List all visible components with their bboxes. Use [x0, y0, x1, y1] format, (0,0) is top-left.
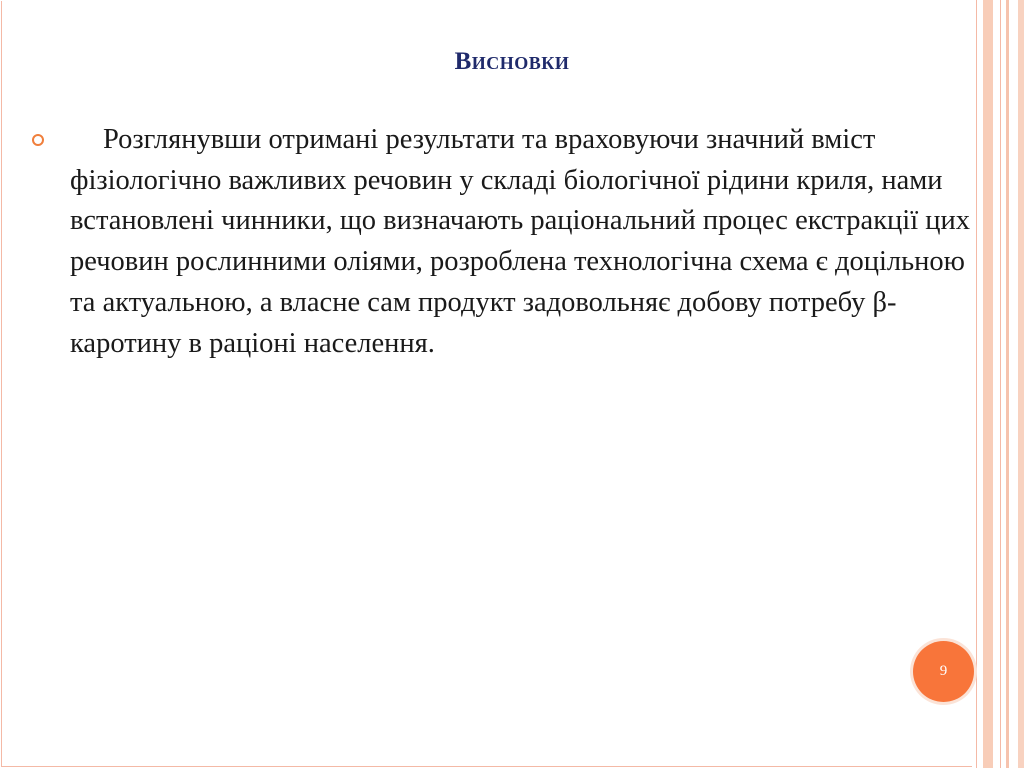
decorative-stripe — [983, 0, 993, 768]
bullet-circle-icon — [32, 134, 44, 146]
slide-title: Висновки — [454, 48, 570, 75]
decorative-stripe — [1018, 0, 1024, 768]
page-number-badge — [913, 641, 974, 702]
slide-frame — [1, 1, 972, 767]
decorative-stripe — [976, 0, 977, 768]
page-number: 9 — [939, 663, 948, 679]
decorative-stripe — [1006, 0, 1009, 768]
bullet-text: Розглянувши отримані результати та враховуючи значний вміст фізіологічно важливих речовин у складі біологічної рідини криля, нами встановлені чинники, що визначають раціональний процес екстракції цих речовин рослинними оліями, розроблена технологічна схема є доцільною та актуальною, а власне сам продукт задовольняє добову потребу β-каротину в раціоні населення. — [70, 124, 971, 359]
decorative-stripe — [1000, 0, 1001, 768]
